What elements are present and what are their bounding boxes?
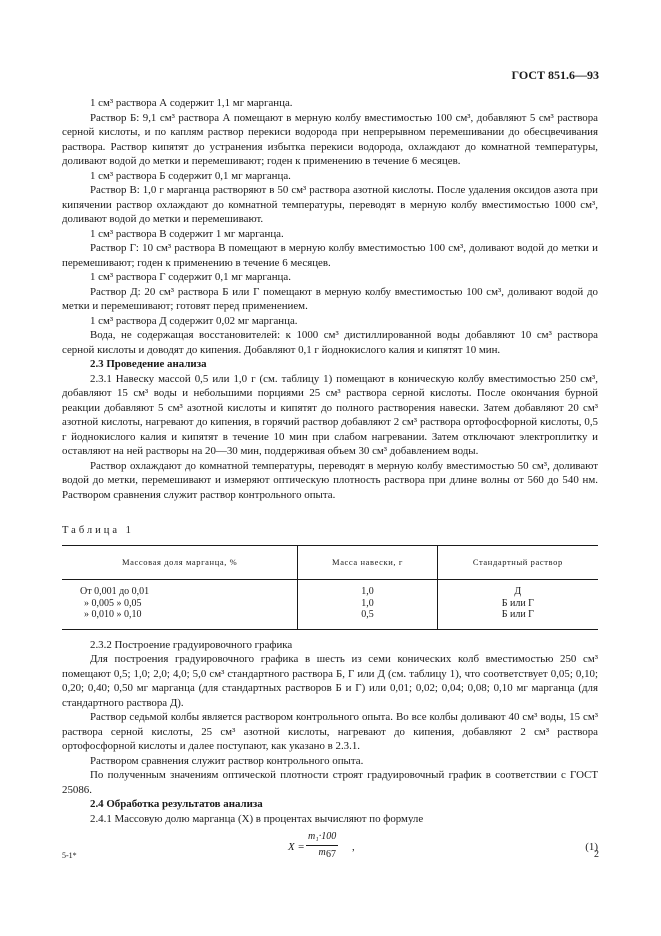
paragraph: Раствор Д: 20 см³ раствора Б или Г помещают в мерную колбу вместимостью 100 см³, доливают водой до метки и перемешивают; готовят перед применением.: [62, 285, 598, 312]
paragraph: Раствор Г: 10 см³ раствора В помещают в мерную колбу вместимостью 100 см³, доливают водой до метки и перемешивают; годен к применению в течение 6 месяцев.: [62, 242, 598, 269]
page-number: 67: [326, 849, 336, 860]
header-manganese-fraction: Массовая доля марганца, %: [62, 545, 298, 580]
section-heading: 2.3 Проведение анализа: [90, 358, 207, 370]
paragraph: 1 см³ раствора Б содержит 0,1 мг марганца.: [90, 169, 291, 182]
cell-fraction: От 0,001 до 0,01 » 0,005 » 0,05 » 0,010 » 0,10: [62, 580, 298, 630]
table-header-row: [62, 545, 598, 580]
paragraph: 2.3.1 Навеску массой 0,5 или 1,0 г (см. таблицу 1) помещают в коническую колбу вместимостью 250 см³, добавляют 15 см³ воды и небольшими порциями 25 см³ раствора серной кислоты. После окончания бурной реакции добавляют 5 см³ азотной кислоты и кипятят до полного растворения навески. Затем добавляют 20 см³ азотной кислоты, нагревают до кипения, в горячий раствор добавляют 2 см³ раствора ортофосфорной кислоты, 0,5 г йоднокислого калия и кипятят в течение 10 мин при слабом нагревании. Затем отключают электроплитку и оставляют на ней растворы на 20—30 мин, поддерживая объем 30 см³ добавлением воды.: [62, 372, 598, 457]
sheet-number: 2: [594, 849, 599, 860]
text-block-1: [62, 96, 598, 502]
paragraph: Раствор В: 1,0 г марганца растворяют в 50 см³ раствора азотной кислоты. После удаления оксидов азота при кипячении раствор охлаждают до комнатной температуры, переводят в мерную колбу вместимостью 1000 см³, доливают водой до метки и перемешивают.: [62, 184, 598, 225]
paragraph: Вода, не содержащая восстановителей: к 1000 см³ дистиллированной воды добавляют 10 см³ раствора серной кислоты и доводят до кипения. Добавляют 0,1 г йоднокислого калия и кипятят 10 мин.: [62, 329, 598, 356]
text-block-2: [62, 638, 598, 827]
table-1: [62, 545, 598, 630]
document-header: ГОСТ 851.6—93: [511, 68, 599, 82]
formula-denominator: m: [318, 846, 326, 858]
formula-comma: ,: [352, 841, 355, 853]
table-row: [62, 580, 598, 630]
cell-standard: Д Б или Г Б или Г: [437, 580, 598, 630]
formula-numerator: m₁·100: [306, 830, 338, 846]
header-sample-mass: Масса навески, г: [298, 545, 437, 580]
paragraph: 1 см³ раствора В содержит 1 мг марганца.: [90, 227, 284, 240]
header-standard-solution: Стандартный раствор: [437, 545, 598, 580]
formula-number: (1): [585, 841, 598, 853]
paragraph: Раствор охлаждают до комнатной температуры, переводят в мерную колбу вместимостью 50 см³, доливают водой до метки, перемешивают и измеряют оптическую плотность раствора при длине волны от 560 до 540 нм. Раствором сравнения служит раствор контрольного опыта.: [62, 459, 598, 501]
paragraph: 1 см³ раствора Г содержит 0,1 мг марганца.: [90, 271, 291, 283]
paragraph: Раствором сравнения служит раствор контрольного опыта.: [90, 754, 364, 767]
paragraph: По полученным значениям оптической плотности строят градуировочный график в соответствии с ГОСТ 25086.: [62, 769, 598, 796]
table-caption: Таблица 1: [62, 525, 134, 536]
section-heading: 2.4 Обработка результатов анализа: [90, 798, 263, 810]
formula-lhs: X =: [288, 841, 305, 853]
paragraph: 1 см³ раствора А содержит 1,1 мг марганца.: [90, 97, 293, 109]
paragraph: 2.4.1 Массовую долю марганца (X) в процентах вычисляют по формуле: [90, 812, 424, 825]
cell-mass: 1,0 1,0 0,5: [298, 580, 437, 630]
paragraph: Раствор Б: 9,1 см³ раствора А помещают в мерную колбу вместимостью 100 см³, добавляют 5 см³ раствора серной кислоты, и по каплям раствор перекиси водорода при непрерывном перемешивании до обесцвечивания раствора. Раствор кипятят до устранения избытка перекиси водорода, охлаждают до комнатной температуры, доливают водой до метки и перемешивают; годен к применению в течение 6 месяцев.: [62, 111, 598, 167]
paragraph: 1 см³ раствора Д содержит 0,02 мг марганца.: [90, 314, 298, 327]
paragraph: Раствор седьмой колбы является раствором контрольного опыта. Во все колбы доливают 40 см³ воды, 15 см³ раствора серной кислоты, 25 см³ азотной кислоты, нагревают до кипения, добавляют 2 см³ раствора ортофосфорной кислоты и далее поступают, как указано в 2.3.1.: [62, 711, 598, 752]
paragraph: 2.3.2 Построение градуировочного графика: [90, 638, 293, 651]
paragraph: Для построения градуировочного графика в шесть из семи конических колб вместимостью 250 см³ помещают 0,5; 1,0; 2,0; 4,0; 5,0 см³ стандартного раствора Б, Г или Д (см. таблицу 1), что соответствует 0,05; 0,10; 0,20; 0,40; 0,50 мг марганца (для стандартных растворов Б и Г) или 0,01; 0,02; 0,04; 0,08; 0,10 мг марганца (для стандартного раствора Д).: [62, 653, 598, 709]
document-body: [62, 96, 598, 864]
footer-left-mark: 5-1*: [62, 851, 77, 860]
